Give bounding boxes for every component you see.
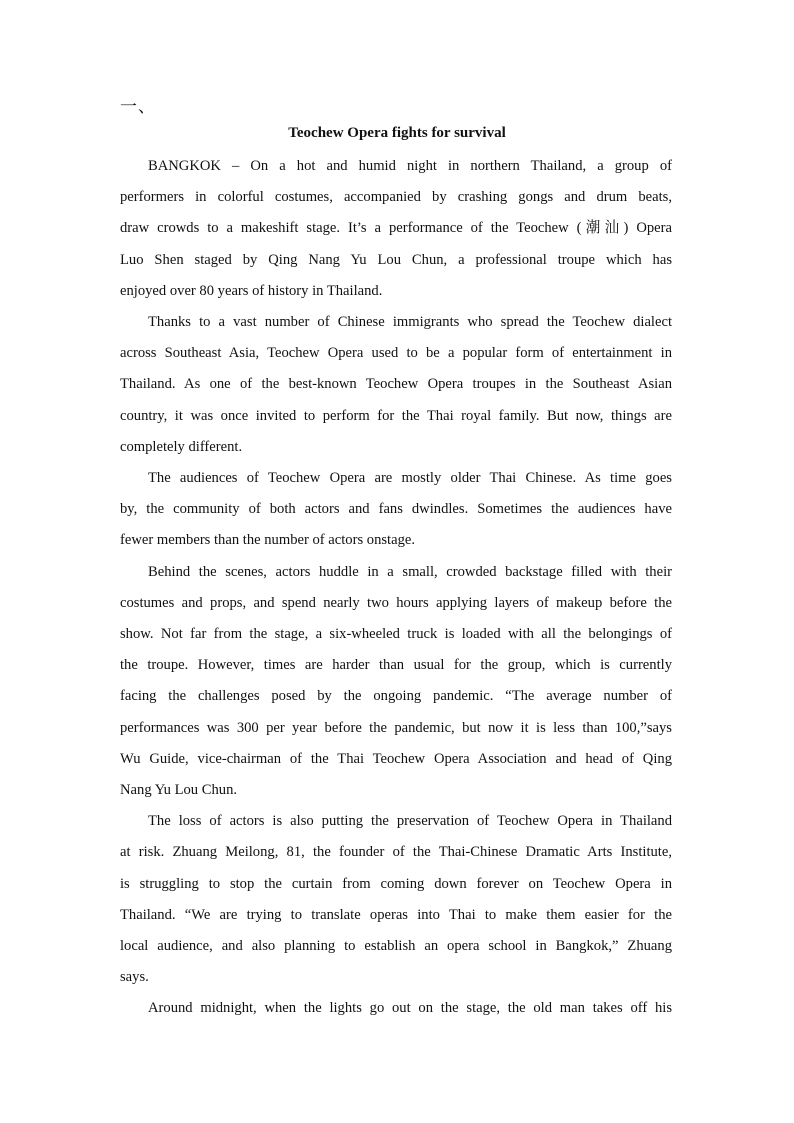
text-line: says. (120, 969, 149, 986)
text-line: costumes and props, and spend nearly two hours applying layers of makeup before the (120, 594, 672, 611)
paragraph (120, 993, 672, 1024)
text-line: enjoyed over 80 years of history in Thailand. (120, 282, 383, 299)
text-line: country, it was once invited to perform for the Thai royal family. But now, things are (120, 407, 672, 424)
article-title: Teochew Opera fights for survival (288, 125, 506, 141)
paragraph (120, 806, 672, 993)
article-body (120, 151, 672, 1025)
text-line: The loss of actors is also putting the preservation of Teochew Opera in Thailand (148, 813, 672, 830)
text-line: Behind the scenes, actors huddle in a small, crowded backstage filled with their (148, 563, 672, 580)
text-line: Thailand. As one of the best-known Teochew Opera troupes in the Southeast Asian (120, 376, 672, 393)
text-line: Thanks to a vast number of Chinese immigrants who spread the Teochew dialect (148, 314, 672, 331)
text-line: across Southeast Asia, Teochew Opera used to be a popular form of entertainment in (120, 345, 672, 362)
text-line: performers in colorful costumes, accompanied by crashing gongs and drum beats, (120, 189, 672, 206)
text-line: fewer members than the number of actors onstage. (120, 532, 416, 549)
paragraph (120, 463, 672, 557)
text-line: draw crowds to a makeshift stage. It’s a performance of the Teochew (潮汕) Opera (120, 220, 672, 237)
text-line: show. Not far from the stage, a six-wheeled truck is loaded with all the belongings of (120, 626, 672, 643)
text-line: Thailand. “We are trying to translate operas into Thai to make them easier for the (120, 906, 672, 923)
text-line: performances was 300 per year before the pandemic, but now it is less than 100,”says (120, 719, 672, 736)
text-line: The audiences of Teochew Opera are mostly older Thai Chinese. As time goes (148, 470, 672, 487)
text-line: Wu Guide, vice-chairman of the Thai Teochew Opera Association and head of Qing (120, 750, 672, 767)
text-line: the troupe. However, times are harder than usual for the group, which is currently (120, 657, 672, 674)
text-line: Luo Shen staged by Qing Nang Yu Lou Chun, a professional troupe which has (120, 251, 672, 268)
text-line: Nang Yu Lou Chun. (120, 782, 238, 799)
text-line: at risk. Zhuang Meilong, 81, the founder of the Thai-Chinese Dramatic Arts Institute, (120, 844, 672, 861)
text-line: is struggling to stop the curtain from coming down forever on Teochew Opera in (120, 875, 672, 892)
text-line: local audience, and also planning to establish an opera school in Bangkok,” Zhuang (120, 938, 672, 955)
paragraph (120, 307, 672, 463)
text-line: Around midnight, when the lights go out on the stage, the old man takes off his (148, 1000, 672, 1017)
section-number: 一、 (120, 97, 156, 117)
text-line: facing the challenges posed by the ongoing pandemic. “The average number of (120, 688, 672, 705)
text-line: completely different. (120, 438, 243, 455)
paragraph (120, 557, 672, 807)
text-line: BANGKOK – On a hot and humid night in northern Thailand, a group of (148, 158, 672, 174)
paragraph (120, 151, 672, 307)
text-line: by, the community of both actors and fans dwindles. Sometimes the audiences have (120, 501, 672, 518)
